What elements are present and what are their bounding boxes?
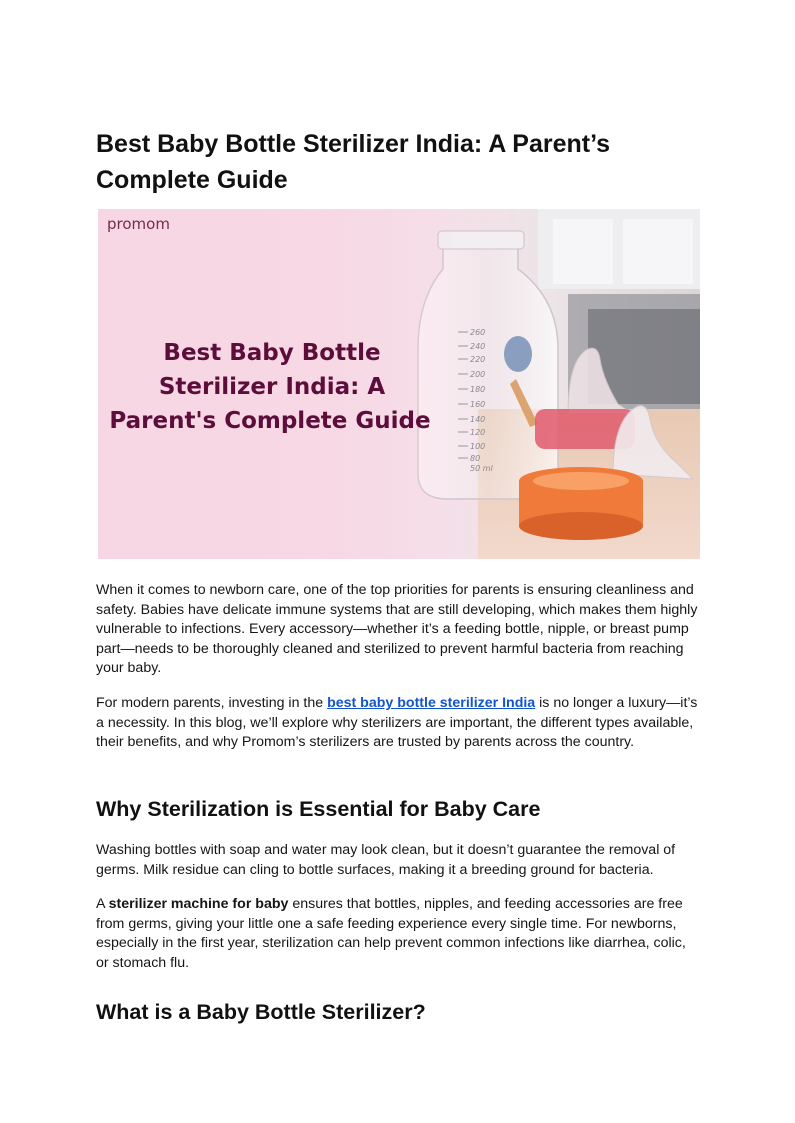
sterilizer-link[interactable]: best baby bottle sterilizer India bbox=[327, 695, 536, 711]
promom-logo: promom bbox=[107, 215, 170, 233]
hero-image bbox=[98, 209, 700, 559]
svg-text:50 ml: 50 ml bbox=[470, 464, 493, 473]
svg-text:120: 120 bbox=[470, 428, 486, 437]
svg-text:100: 100 bbox=[470, 442, 486, 451]
washing-paragraph: Washing bottles with soap and water may look clean, but it doesn’t guarantee the removal of germs. Milk residue can cling to bottle surfaces, making it a breeding ground for bacteria. bbox=[96, 842, 676, 878]
hero-title-line-3: Parent's Complete Guide bbox=[109, 408, 431, 434]
svg-text:160: 160 bbox=[470, 400, 486, 409]
section-heading-what: What is a Baby Bottle Sterilizer? bbox=[96, 1000, 426, 1024]
section-heading-why: Why Sterilization is Essential for Baby Care bbox=[96, 797, 541, 821]
svg-text:260: 260 bbox=[470, 328, 486, 337]
hero-title-line-2: Sterilizer India: A bbox=[158, 374, 386, 400]
investment-paragraph: For modern parents, investing in the best baby bottle sterilizer India is no longer a luxury—it’s a necessity. In this blog, we’ll explore why sterilizers are important, the different types available, their benefits, and why Promom’s sterilizers are trusted by parents across the country. bbox=[96, 695, 698, 751]
intro-paragraph: When it comes to newborn care, one of the top priorities for parents is ensuring cleanliness and safety. Babies have delicate immune systems that are still developing, which makes them highly vulnerable to infections. Every accessory—whether it’s a feeding bottle, nipple, or breast pump part—needs to be thoroughly cleaned and sterilized to prevent harmful bacteria from reaching your baby. bbox=[96, 582, 698, 677]
sterilizer-machine-paragraph: A sterilizer machine for baby ensures that bottles, nipples, and feeding accessories are free from germs, giving your little one a safe feeding experience every single time. For newborns, especially in the first year, sterilization can help prevent common infections like diarrhea, colic, or stomach flu. bbox=[96, 896, 686, 971]
bold-term: sterilizer machine for baby bbox=[108, 896, 289, 912]
svg-text:200: 200 bbox=[470, 370, 486, 379]
article-title: Best Baby Bottle Sterilizer India: A Parent’s Complete Guide bbox=[96, 130, 611, 194]
hero-title-line-1: Best Baby Bottle bbox=[163, 340, 381, 366]
svg-text:220: 220 bbox=[470, 355, 486, 364]
svg-text:80: 80 bbox=[470, 454, 481, 463]
svg-text:240: 240 bbox=[470, 342, 486, 351]
svg-text:140: 140 bbox=[470, 415, 486, 424]
svg-text:180: 180 bbox=[470, 385, 486, 394]
